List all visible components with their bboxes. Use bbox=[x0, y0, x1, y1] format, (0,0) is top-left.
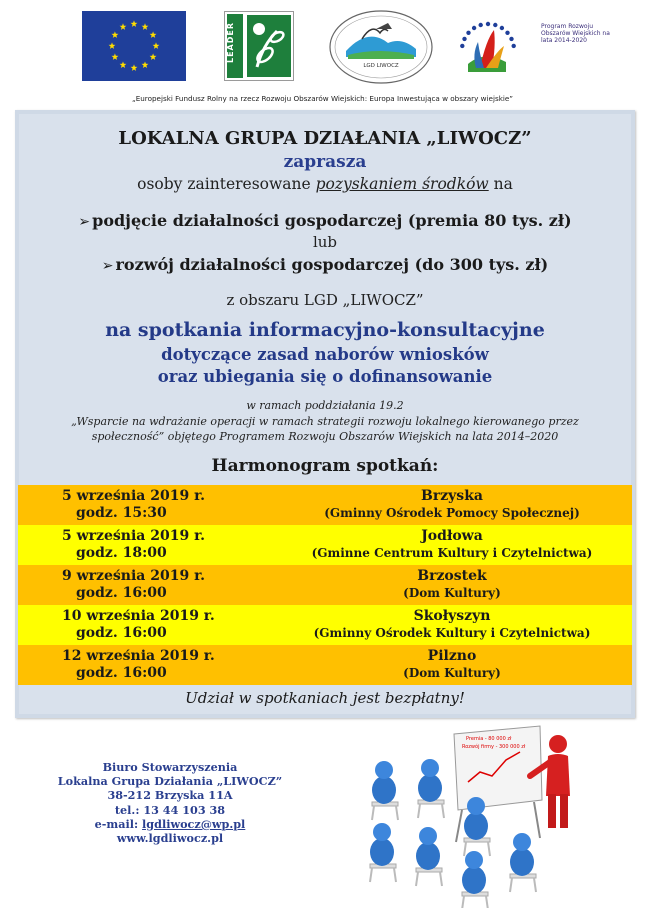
meeting-place: Brzyska bbox=[421, 488, 483, 504]
area-line: z obszaru LGD „LIWOCZ” bbox=[226, 291, 424, 309]
meeting-date: 5 września 2019 r. bbox=[62, 488, 206, 504]
arrow-bullet-icon: ➢ bbox=[101, 258, 114, 274]
bullet-text: podjęcie działalności gospodarczej (premia 80 tys. zł) bbox=[92, 211, 572, 230]
eu-star-icon bbox=[112, 53, 119, 60]
meeting-time: godz. 16:00 bbox=[76, 665, 167, 681]
eu-star-icon bbox=[131, 64, 138, 71]
free-participation-note: Udział w spotkaniach jest bezpłatny! bbox=[185, 689, 465, 707]
eu-star-icon bbox=[142, 62, 149, 69]
meeting-place: Skołyszyn bbox=[413, 608, 491, 624]
presentation-illustration bbox=[362, 722, 630, 908]
prow-star-icon bbox=[500, 26, 504, 30]
schedule-row bbox=[18, 525, 632, 565]
bullet-text: rozwój działalności gospodarczej (do 300 tys. zł) bbox=[115, 255, 549, 274]
eu-star-icon bbox=[112, 31, 119, 38]
meeting-institution: (Dom Kultury) bbox=[403, 666, 501, 680]
meetings-subline-1: dotyczące zasad naborów wniosków bbox=[161, 345, 489, 364]
office-title: Biuro Stowarzyszenia bbox=[102, 760, 238, 774]
eu-star-icon bbox=[120, 62, 127, 69]
eu-flag-logo bbox=[82, 11, 186, 81]
sprout-icon bbox=[247, 15, 291, 77]
meeting-time: godz. 16:00 bbox=[76, 585, 167, 601]
eu-stars-icon bbox=[82, 11, 186, 81]
office-website[interactable]: www.lgdliwocz.pl bbox=[116, 831, 224, 846]
board-line-2: Rozwój firmy - 300 000 zł bbox=[462, 744, 526, 750]
eu-star-icon bbox=[142, 23, 149, 30]
meeting-place: Brzostek bbox=[417, 568, 487, 584]
meeting-place: Pilzno bbox=[427, 648, 477, 664]
audience-figure-icon bbox=[418, 759, 444, 818]
lgd-liwocz-logo bbox=[328, 9, 434, 85]
meeting-institution: (Gminny Ośrodek Pomocy Społecznej) bbox=[324, 506, 580, 520]
support-line-1: „Wsparcie na wdrażanie operacji w ramach strategii rozwoju lokalnego kierowanego przez bbox=[71, 415, 579, 428]
office-email-line bbox=[40, 817, 300, 831]
intro-emphasis: pozyskaniem środków bbox=[315, 175, 489, 193]
email-label: e-mail: bbox=[94, 816, 143, 831]
invites-heading: zaprasza bbox=[283, 152, 367, 172]
email-link[interactable]: lgdliwocz@wp.pl bbox=[142, 816, 246, 831]
intro-after: na bbox=[488, 175, 513, 193]
meeting-date: 5 września 2019 r. bbox=[62, 528, 206, 544]
prow-star-icon bbox=[460, 44, 464, 48]
prow-star-icon bbox=[493, 23, 497, 27]
schedule-row bbox=[18, 645, 632, 685]
measure-line: w ramach poddziałania 19.2 bbox=[246, 399, 404, 412]
office-org: Lokalna Grupa Działania „LIWOCZ” bbox=[57, 774, 283, 789]
lgd-emblem-icon bbox=[328, 9, 434, 85]
presentation-icon bbox=[362, 722, 630, 908]
prow-star-icon bbox=[505, 31, 509, 35]
meeting-time: godz. 18:00 bbox=[76, 545, 167, 561]
eu-star-icon bbox=[131, 20, 138, 27]
intro-before: osoby zainteresowane bbox=[137, 175, 316, 193]
prow-star-icon bbox=[479, 23, 483, 27]
meeting-institution: (Dom Kultury) bbox=[403, 586, 501, 600]
prow-logo bbox=[458, 10, 610, 84]
audience-figure-icon bbox=[462, 851, 488, 908]
office-phone: tel.: 13 44 103 38 bbox=[114, 802, 226, 817]
office-contact bbox=[40, 760, 300, 845]
prow-star-icon bbox=[472, 26, 476, 30]
audience-figure-icon bbox=[370, 823, 396, 882]
schedule-row bbox=[18, 485, 632, 525]
logo-bar bbox=[0, 8, 645, 88]
eu-star-icon bbox=[150, 53, 157, 60]
bullet-start-business bbox=[15, 211, 635, 230]
prow-star-icon bbox=[512, 44, 516, 48]
meeting-institution: (Gminne Centrum Kultury i Czytelnictwa) bbox=[311, 546, 593, 560]
meeting-place: Jodłowa bbox=[421, 528, 483, 544]
prow-star-icon bbox=[466, 31, 470, 35]
eu-star-icon bbox=[109, 42, 116, 49]
audience-figure-icon bbox=[372, 761, 398, 820]
meeting-date: 12 września 2019 r. bbox=[62, 648, 215, 664]
office-address: 38-212 Brzyska 11A bbox=[107, 788, 233, 803]
eu-star-icon bbox=[150, 31, 157, 38]
meeting-date: 9 września 2019 r. bbox=[62, 568, 206, 584]
prow-star-icon bbox=[486, 22, 490, 26]
meeting-time: godz. 15:30 bbox=[76, 505, 167, 521]
meetings-headline: na spotkania informacyjno-konsultacyjne bbox=[105, 319, 545, 341]
connector-text: lub bbox=[312, 233, 338, 251]
meeting-institution: (Gminny Ośrodek Kultury i Czytelnictwa) bbox=[313, 626, 591, 640]
eu-star-icon bbox=[120, 23, 127, 30]
intro-line bbox=[15, 175, 635, 193]
bullet-develop-business bbox=[15, 255, 635, 274]
invitation-box bbox=[15, 110, 635, 718]
audience-figure-icon bbox=[416, 827, 442, 886]
arrow-bullet-icon: ➢ bbox=[78, 214, 91, 230]
schedule-row bbox=[18, 565, 632, 605]
meeting-time: godz. 16:00 bbox=[76, 625, 167, 641]
fund-tagline: „Europejski Fundusz Rolny na rzecz Rozwoju Obszarów Wiejskich: Europa Inwestująca w obszary wiejskie” bbox=[131, 94, 513, 103]
page-title: LOKALNA GRUPA DZIAŁANIA „LIWOCZ” bbox=[118, 128, 532, 149]
prow-emblem-icon bbox=[458, 10, 588, 84]
prow-logo-text: Program Rozwoju Obszarów Wiejskich na lata 2014-2020 bbox=[541, 23, 610, 44]
leader-logo bbox=[224, 11, 294, 81]
meetings-subline-2: oraz ubiegania się o dofinansowanie bbox=[157, 367, 493, 386]
eu-star-icon bbox=[153, 42, 160, 49]
board-line-1: Premia - 80 000 zł bbox=[466, 736, 512, 742]
prow-star-icon bbox=[462, 37, 466, 41]
leader-text: LEADER bbox=[226, 22, 235, 64]
audience-figure-icon bbox=[510, 833, 536, 892]
prow-star-icon bbox=[509, 37, 513, 41]
schedule-title: Harmonogram spotkań: bbox=[211, 456, 439, 476]
lgd-logo-text: LGD LIWOCZ bbox=[363, 63, 399, 69]
leader-square bbox=[247, 15, 291, 77]
support-line-2: społeczność” objętego Programem Rozwoju Obszarów Wiejskich na lata 2014–2020 bbox=[91, 430, 559, 443]
meeting-date: 10 września 2019 r. bbox=[62, 608, 215, 624]
schedule-row bbox=[18, 605, 632, 645]
